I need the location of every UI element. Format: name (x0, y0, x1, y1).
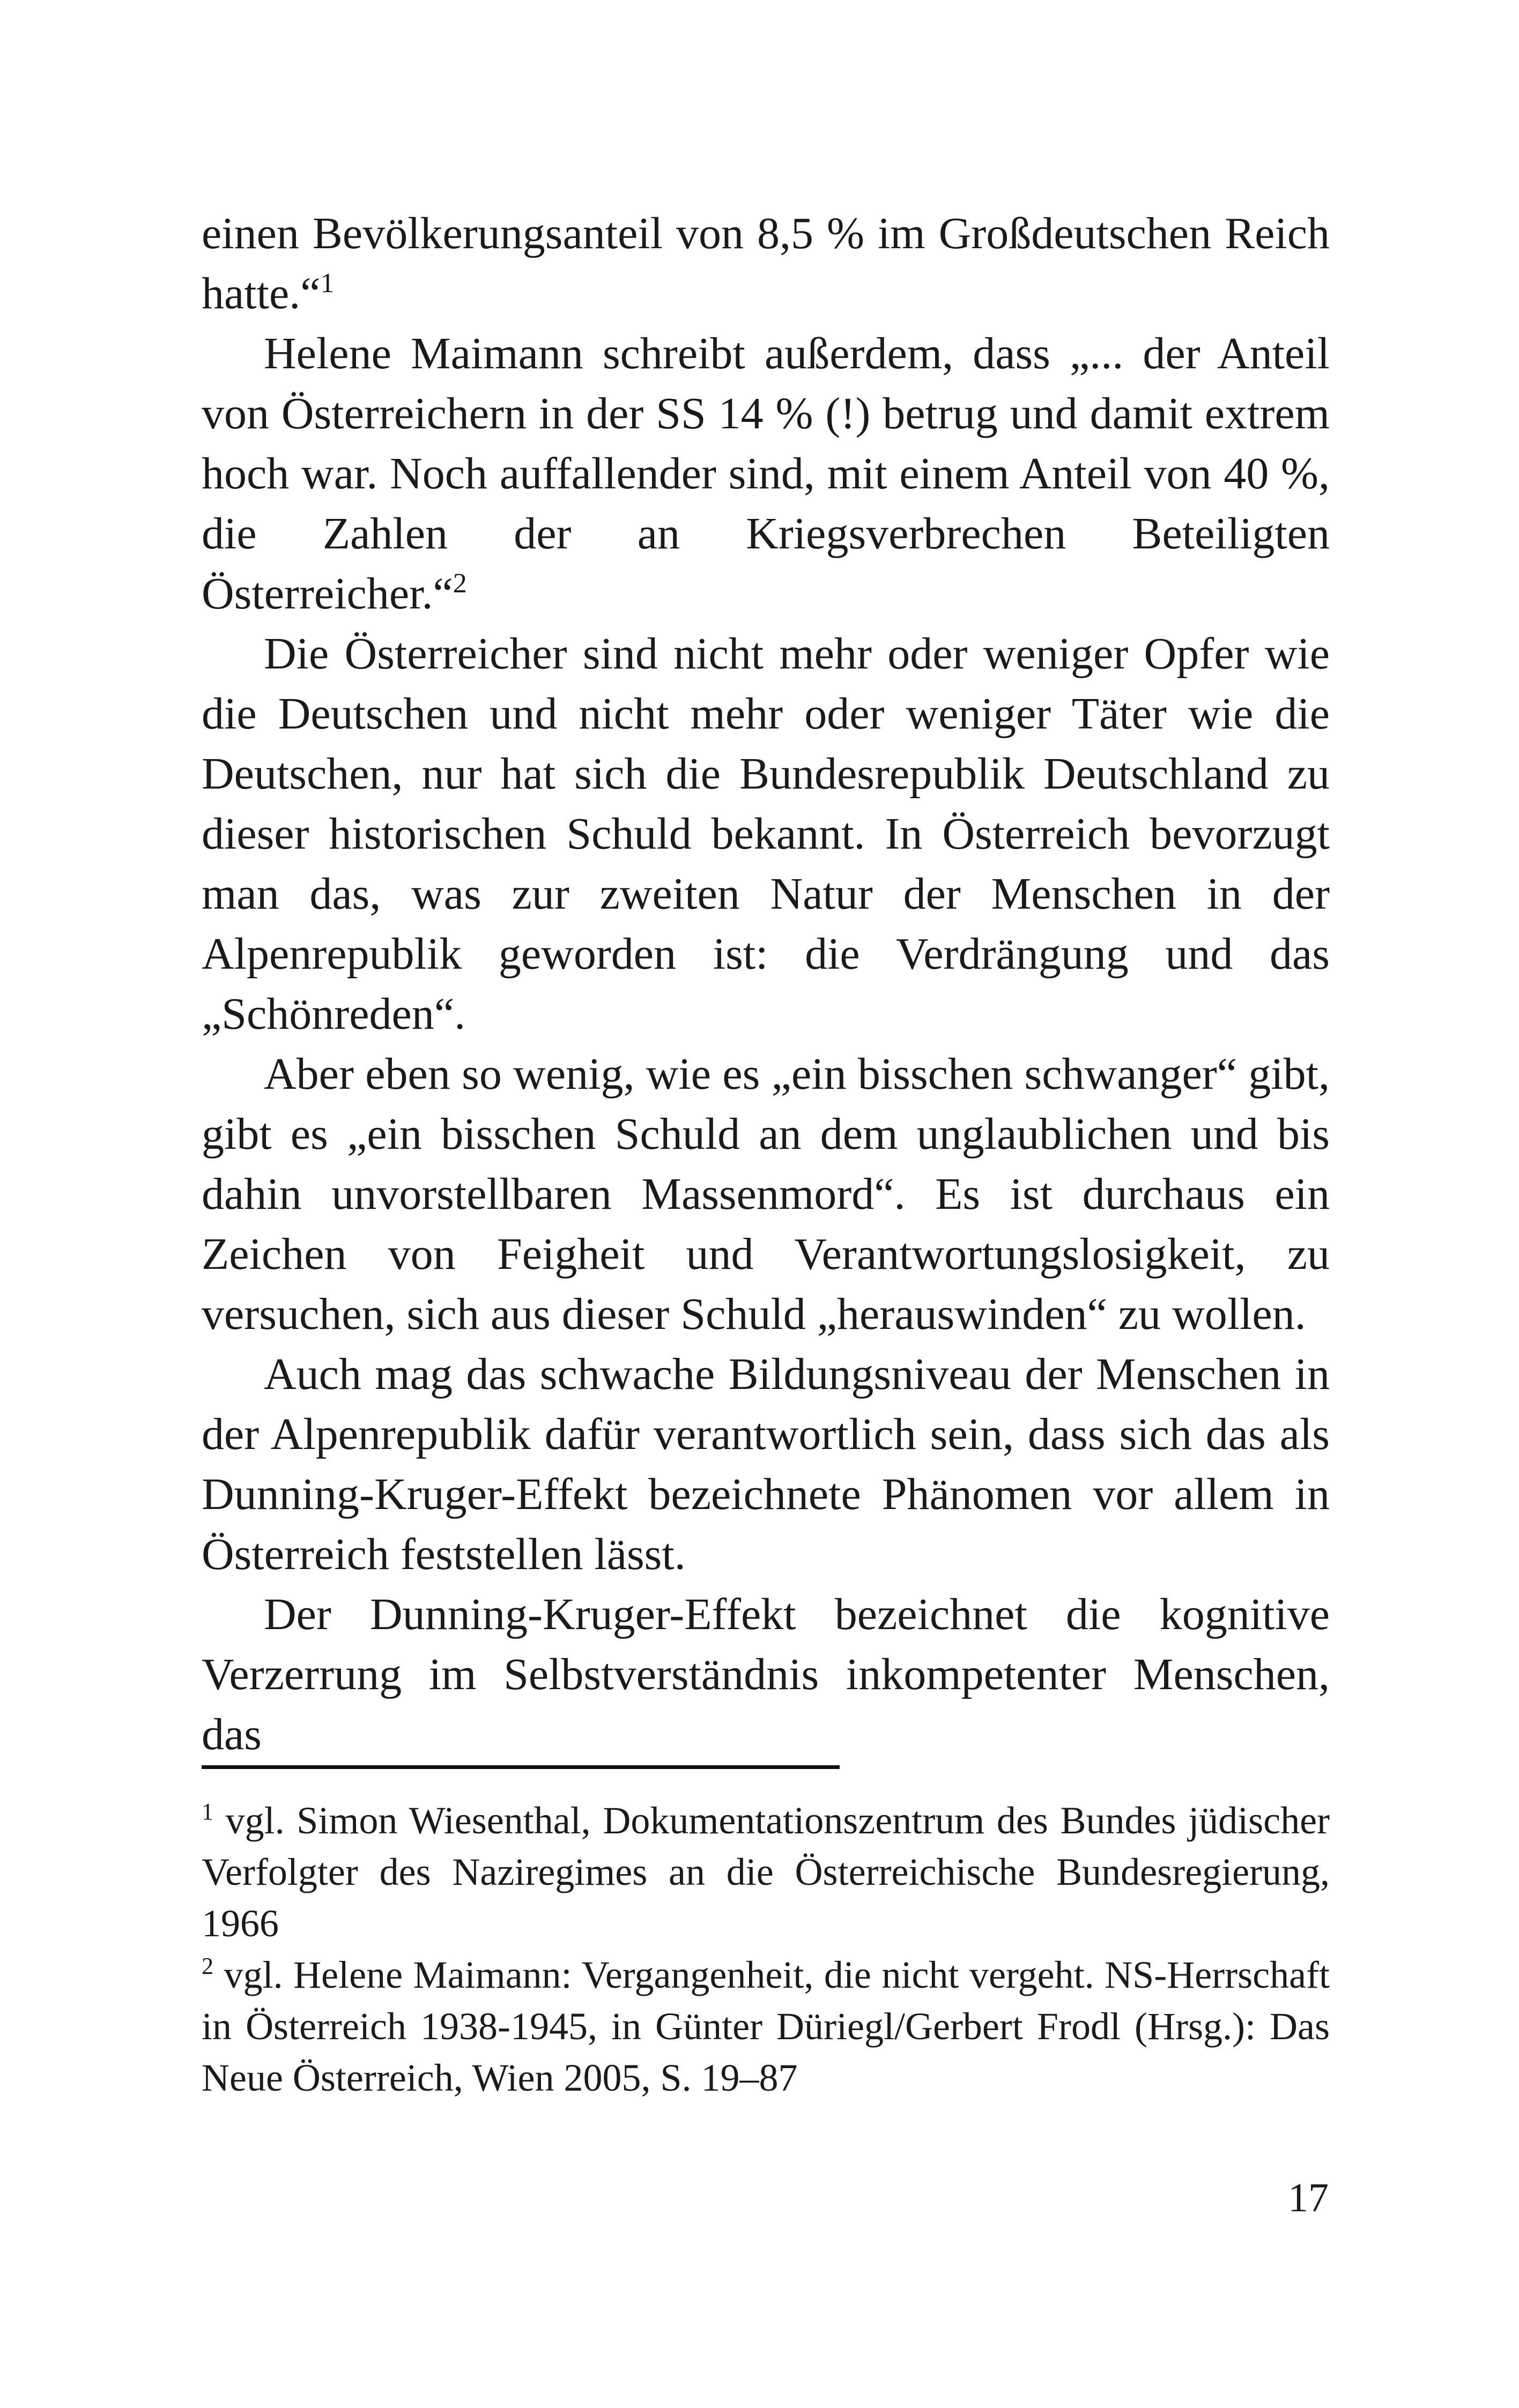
footnote-1 (202, 1795, 1330, 1949)
footnote-2 (202, 1949, 1330, 2104)
footnote-1-mark: 1 (202, 1798, 213, 1825)
paragraph-3 (202, 624, 1330, 1044)
body-text (202, 204, 1330, 1765)
paragraph-6-text: Der Dunning-Kruger-Effekt bezeichnet die kognitive Verzerrung im Selbstverständnis inkompetenter Menschen, das (202, 1589, 1330, 1759)
footnote-1-text: vgl. Simon Wiesenthal, Dokumentationszentrum des Bundes jüdischer Verfolgter des Naziregimes an die Österreichische Bundesregierung, 1966 (202, 1799, 1330, 1945)
paragraph-5-text: Auch mag das schwache Bildungsniveau der Menschen in der Alpenrepublik dafür verantwortlich sein, dass sich das als Dunning-Kruger-Effekt bezeichnete Phänomen vor allem in Österreich feststellen lässt. (202, 1349, 1330, 1579)
paragraph-6 (202, 1585, 1330, 1765)
footnote-reference-1: 1 (320, 268, 335, 299)
paragraph-4-text: Aber eben so wenig, wie es „ein bisschen schwanger“ gibt, gibt es „ein bisschen Schuld an dem unglaublichen und bis dahin unvorstellbaren Massenmord“. Es ist durchaus ein Zeichen von Feigheit und Verantwortungslosigkeit, zu versuchen, sich aus dieser Schuld „herauswinden“ zu wollen. (202, 1049, 1330, 1339)
paragraph-1-text: einen Bevölkerungsanteil von 8,5 % im Großdeutschen Reich hatte.“ (202, 209, 1330, 318)
footnote-2-text: vgl. Helene Maimann: Vergangenheit, die nicht vergeht. NS-Herrschaft in Österreich 1938-1945, in Günter Düriegl/Gerbert Frodl (Hrsg.): Das Neue Österreich, Wien 2005, S. 19–87 (202, 1953, 1330, 2099)
paragraph-2-text: Helene Maimann schreibt außerdem, dass „... der Anteil von Österreichern in der SS 14 % (!) betrug und damit extrem hoch war. Noch auffallender sind, mit einem Anteil von 40 %, die Zahlen der an Kriegsverbrechen Beteiligten Österreicher.“ (202, 329, 1330, 619)
paragraph-1 (202, 204, 1330, 324)
footnotes (202, 1795, 1330, 2104)
footnote-2-mark: 2 (202, 1953, 213, 1979)
footnote-reference-2: 2 (453, 568, 467, 599)
paragraph-3-text: Die Österreicher sind nicht mehr oder weniger Opfer wie die Deutschen und nicht mehr oder weniger Täter wie die Deutschen, nur hat sich die Bundesrepublik Deutschland zu dieser historischen Schuld bekannt. In Österreich bevorzugt man das, was zur zweiten Natur der Menschen in der Alpenrepublik geworden ist: die Verdrängung und das „Schönreden“. (202, 629, 1330, 1039)
paragraph-5 (202, 1344, 1330, 1585)
paragraph-2 (202, 324, 1330, 624)
page-number: 17 (1288, 2175, 1329, 2220)
paragraph-4 (202, 1044, 1330, 1344)
footnote-divider (202, 1765, 840, 1769)
